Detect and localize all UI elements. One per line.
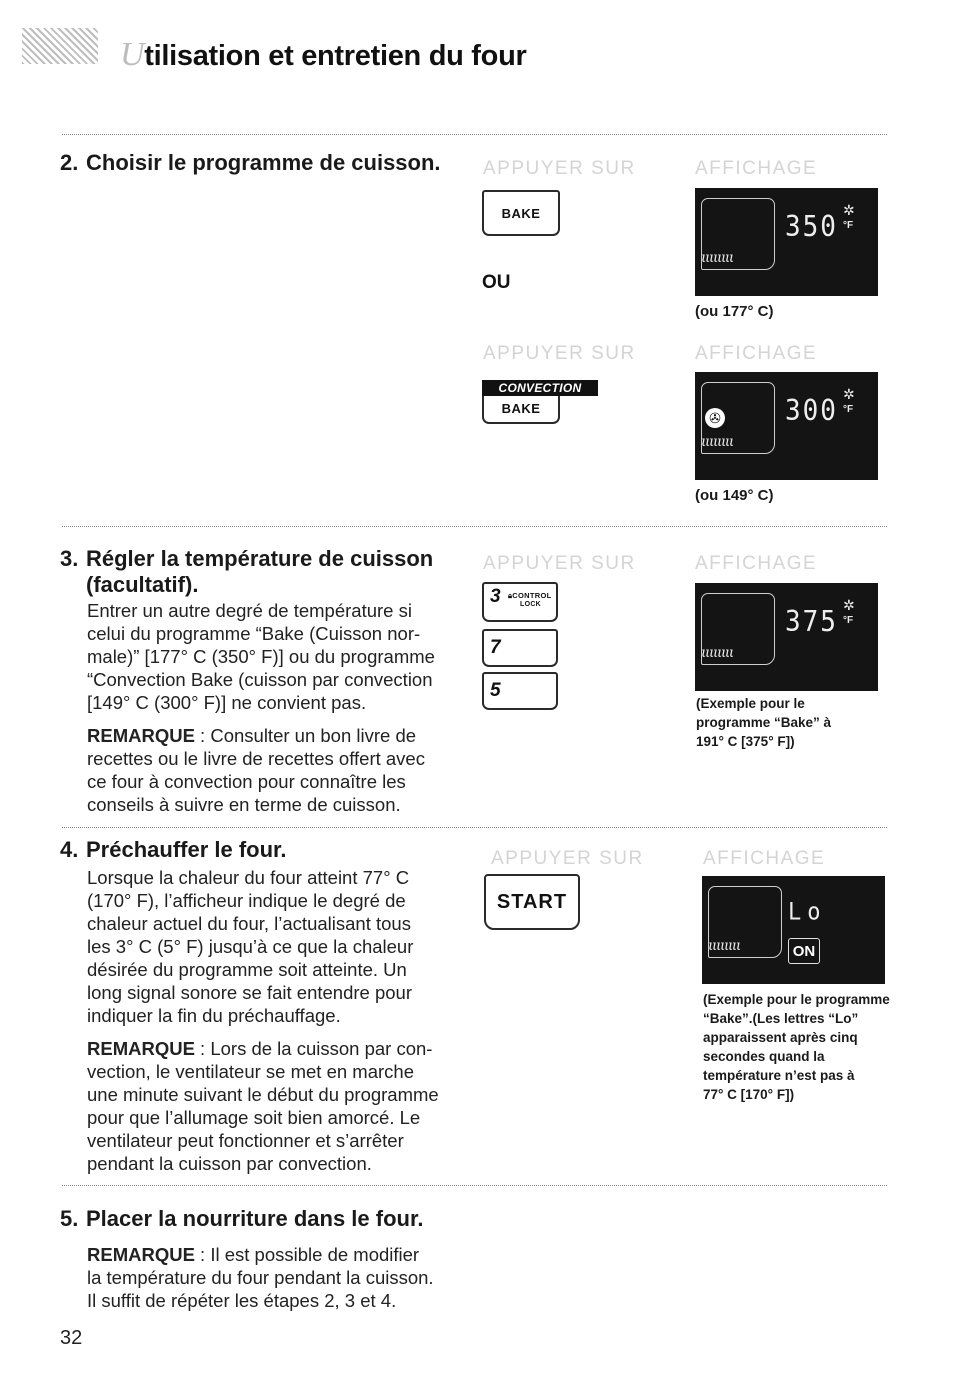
heat-icon: ✲ xyxy=(843,597,855,613)
step3-body-line: [149° C (300° F)] ne convient pas. xyxy=(87,692,367,713)
display-digits: 350 xyxy=(785,210,838,244)
display-bake-375 xyxy=(695,583,878,691)
note-label: REMARQUE xyxy=(87,1038,195,1059)
step4-title-text: Préchauffer le four. xyxy=(86,837,287,862)
note-text-line: pendant la cuisson par convection. xyxy=(87,1153,372,1174)
note-text-line: pour que l’allumage soit bien amorcé. Le xyxy=(87,1107,421,1128)
step4-number: 4. xyxy=(60,837,79,862)
bake-button[interactable]: BAKE xyxy=(482,190,560,236)
step4-body xyxy=(87,866,439,1175)
step5-number: 5. xyxy=(60,1206,79,1231)
caption-149: (ou 149° C) xyxy=(695,487,774,504)
press-column-head-3: APPUYER SUR xyxy=(483,553,636,574)
caption-line: secondes quand la xyxy=(703,1049,825,1064)
step5-title-text: Placer la nourriture dans le four. xyxy=(86,1206,424,1231)
step4-body-line: chaleur actuel du four, l’actualisant tous xyxy=(87,913,411,934)
note-label: REMARQUE xyxy=(87,725,195,746)
step3-title-line2: (facultatif). xyxy=(86,572,199,597)
step2-title-text: Choisir le programme de cuisson. xyxy=(86,150,441,175)
step5-title xyxy=(60,1206,423,1232)
caption-line: programme “Bake” à xyxy=(696,715,832,730)
lock-label: LOCK xyxy=(520,601,542,608)
step4-body-line: long signal sonore se fait entendre pour xyxy=(87,982,412,1003)
step4-body-line: indiquer la fin du préchauffage. xyxy=(87,1005,341,1026)
step3-title-line1: Régler la température de cuisson xyxy=(86,546,434,571)
step3-note xyxy=(87,724,435,747)
press-column-head-2: APPUYER SUR xyxy=(483,343,636,364)
note-text-line: : Il est possible de modifier xyxy=(194,1244,420,1265)
note-text-line: une minute suivant le début du programme xyxy=(87,1084,439,1105)
header-pattern xyxy=(22,28,98,64)
display-convection-300 xyxy=(695,372,878,480)
step3-body-line: “Convection Bake (cuisson par convection xyxy=(87,669,433,690)
step5-note xyxy=(87,1243,434,1312)
step4-body-line: Lorsque la chaleur du four atteint 77° C xyxy=(87,867,410,888)
display-column-head-2: AFFICHAGE xyxy=(695,343,818,364)
convection-bake-label: BAKE xyxy=(501,401,541,416)
caption-line: température n’est pas à xyxy=(703,1068,855,1083)
caption-177: (ou 177° C) xyxy=(695,303,774,320)
display-ticks: ιιιιιιιι xyxy=(701,645,733,661)
control-label: CONTROL xyxy=(512,591,552,600)
caption-line: (Exemple pour le programme xyxy=(703,992,890,1007)
press-column-head: APPUYER SUR xyxy=(483,158,636,179)
display-digits: Lo xyxy=(788,898,827,927)
step2-title xyxy=(60,150,441,176)
step4-note xyxy=(87,1037,439,1060)
step3-title xyxy=(60,546,433,598)
step4-title xyxy=(60,837,287,863)
or-label: OU xyxy=(482,272,511,293)
display-ticks: ιιιιιιιι xyxy=(708,938,740,954)
step3-body xyxy=(87,599,435,816)
key-3-label: 3 xyxy=(490,586,501,607)
key-3-control-lock[interactable] xyxy=(482,582,558,622)
convection-band: CONVECTION xyxy=(482,380,598,396)
display-preheat-lo xyxy=(702,876,885,984)
note-text-line: Il suffit de répéter les étapes 2, 3 et 4. xyxy=(87,1290,397,1311)
note-text-line: ce four à convection pour connaître les xyxy=(87,771,406,792)
display-unit: °F xyxy=(843,615,854,626)
display-column-head-3: AFFICHAGE xyxy=(695,553,818,574)
on-indicator: ON xyxy=(788,938,820,964)
display-digits: 300 xyxy=(785,394,838,428)
page-number: 32 xyxy=(60,1327,83,1349)
display-ticks: ιιιιιιιι xyxy=(701,250,733,266)
display-unit: °F xyxy=(843,220,854,231)
display-digits: 375 xyxy=(785,605,838,639)
divider xyxy=(62,827,887,828)
step2-number: 2. xyxy=(60,150,79,175)
divider xyxy=(62,134,887,135)
caption-line: “Bake”.(Les lettres “Lo” xyxy=(703,1011,859,1026)
note-text-line: : Lors de la cuisson par con- xyxy=(194,1038,433,1059)
heat-icon: ✲ xyxy=(843,386,855,402)
step5-note-line xyxy=(87,1243,434,1266)
divider xyxy=(62,526,887,527)
caption-line: 191° C [375° F]) xyxy=(696,734,795,749)
step4-caption xyxy=(703,990,890,1104)
convection-bake-button[interactable] xyxy=(482,380,582,424)
caption-line: (Exemple pour le xyxy=(696,696,805,711)
step3-body-line: male)” [177° C (350° F)] ou du programme xyxy=(87,646,435,667)
step4-body-line: (170° F), l’afficheur indique le degré de xyxy=(87,890,406,911)
press-column-head-4: APPUYER SUR xyxy=(491,848,644,869)
fan-icon: ✇ xyxy=(705,408,725,428)
display-column-head: AFFICHAGE xyxy=(695,158,818,179)
display-column-head-4: AFFICHAGE xyxy=(703,848,826,869)
display-ticks: ιιιιιιιι xyxy=(701,434,733,450)
step4-body-line: les 3° C (5° F) jusqu’à ce que la chaleur xyxy=(87,936,414,957)
key-5[interactable]: 5 xyxy=(482,672,558,710)
page-title-text: tilisation et entretien du four xyxy=(144,40,527,72)
page-title xyxy=(120,36,526,74)
display-bake-350 xyxy=(695,188,878,296)
note-text-line: ventilateur peut fonctionner et s’arrêter xyxy=(87,1130,404,1151)
note-label: REMARQUE xyxy=(87,1244,195,1265)
control-lock-label: 🔒︎CONTROL LOCK xyxy=(508,591,552,608)
divider xyxy=(62,1185,887,1186)
caption-line: apparaissent après cinq xyxy=(703,1030,858,1045)
heat-icon: ✲ xyxy=(843,202,855,218)
note-text-line: la température du four pendant la cuisson. xyxy=(87,1267,434,1288)
caption-line: 77° C [170° F]) xyxy=(703,1087,795,1102)
key-7[interactable]: 7 xyxy=(482,629,558,667)
note-text-line: conseils à suivre en terme de cuisson. xyxy=(87,794,401,815)
step3-caption xyxy=(696,694,831,751)
step3-body-line: Entrer un autre degré de température si xyxy=(87,600,412,621)
display-unit: °F xyxy=(843,404,854,415)
page-title-initial: U xyxy=(120,36,145,73)
note-text-line: : Consulter un bon livre de xyxy=(194,725,417,746)
note-text-line: recettes ou le livre de recettes offert avec xyxy=(87,748,425,769)
step4-body-line: désirée du programme soit atteinte. Un xyxy=(87,959,407,980)
note-text-line: vection, le ventilateur se met en marche xyxy=(87,1061,414,1082)
step3-number: 3. xyxy=(60,546,79,571)
start-button[interactable]: START xyxy=(484,874,580,930)
step3-body-line: celui du programme “Bake (Cuisson nor- xyxy=(87,623,421,644)
